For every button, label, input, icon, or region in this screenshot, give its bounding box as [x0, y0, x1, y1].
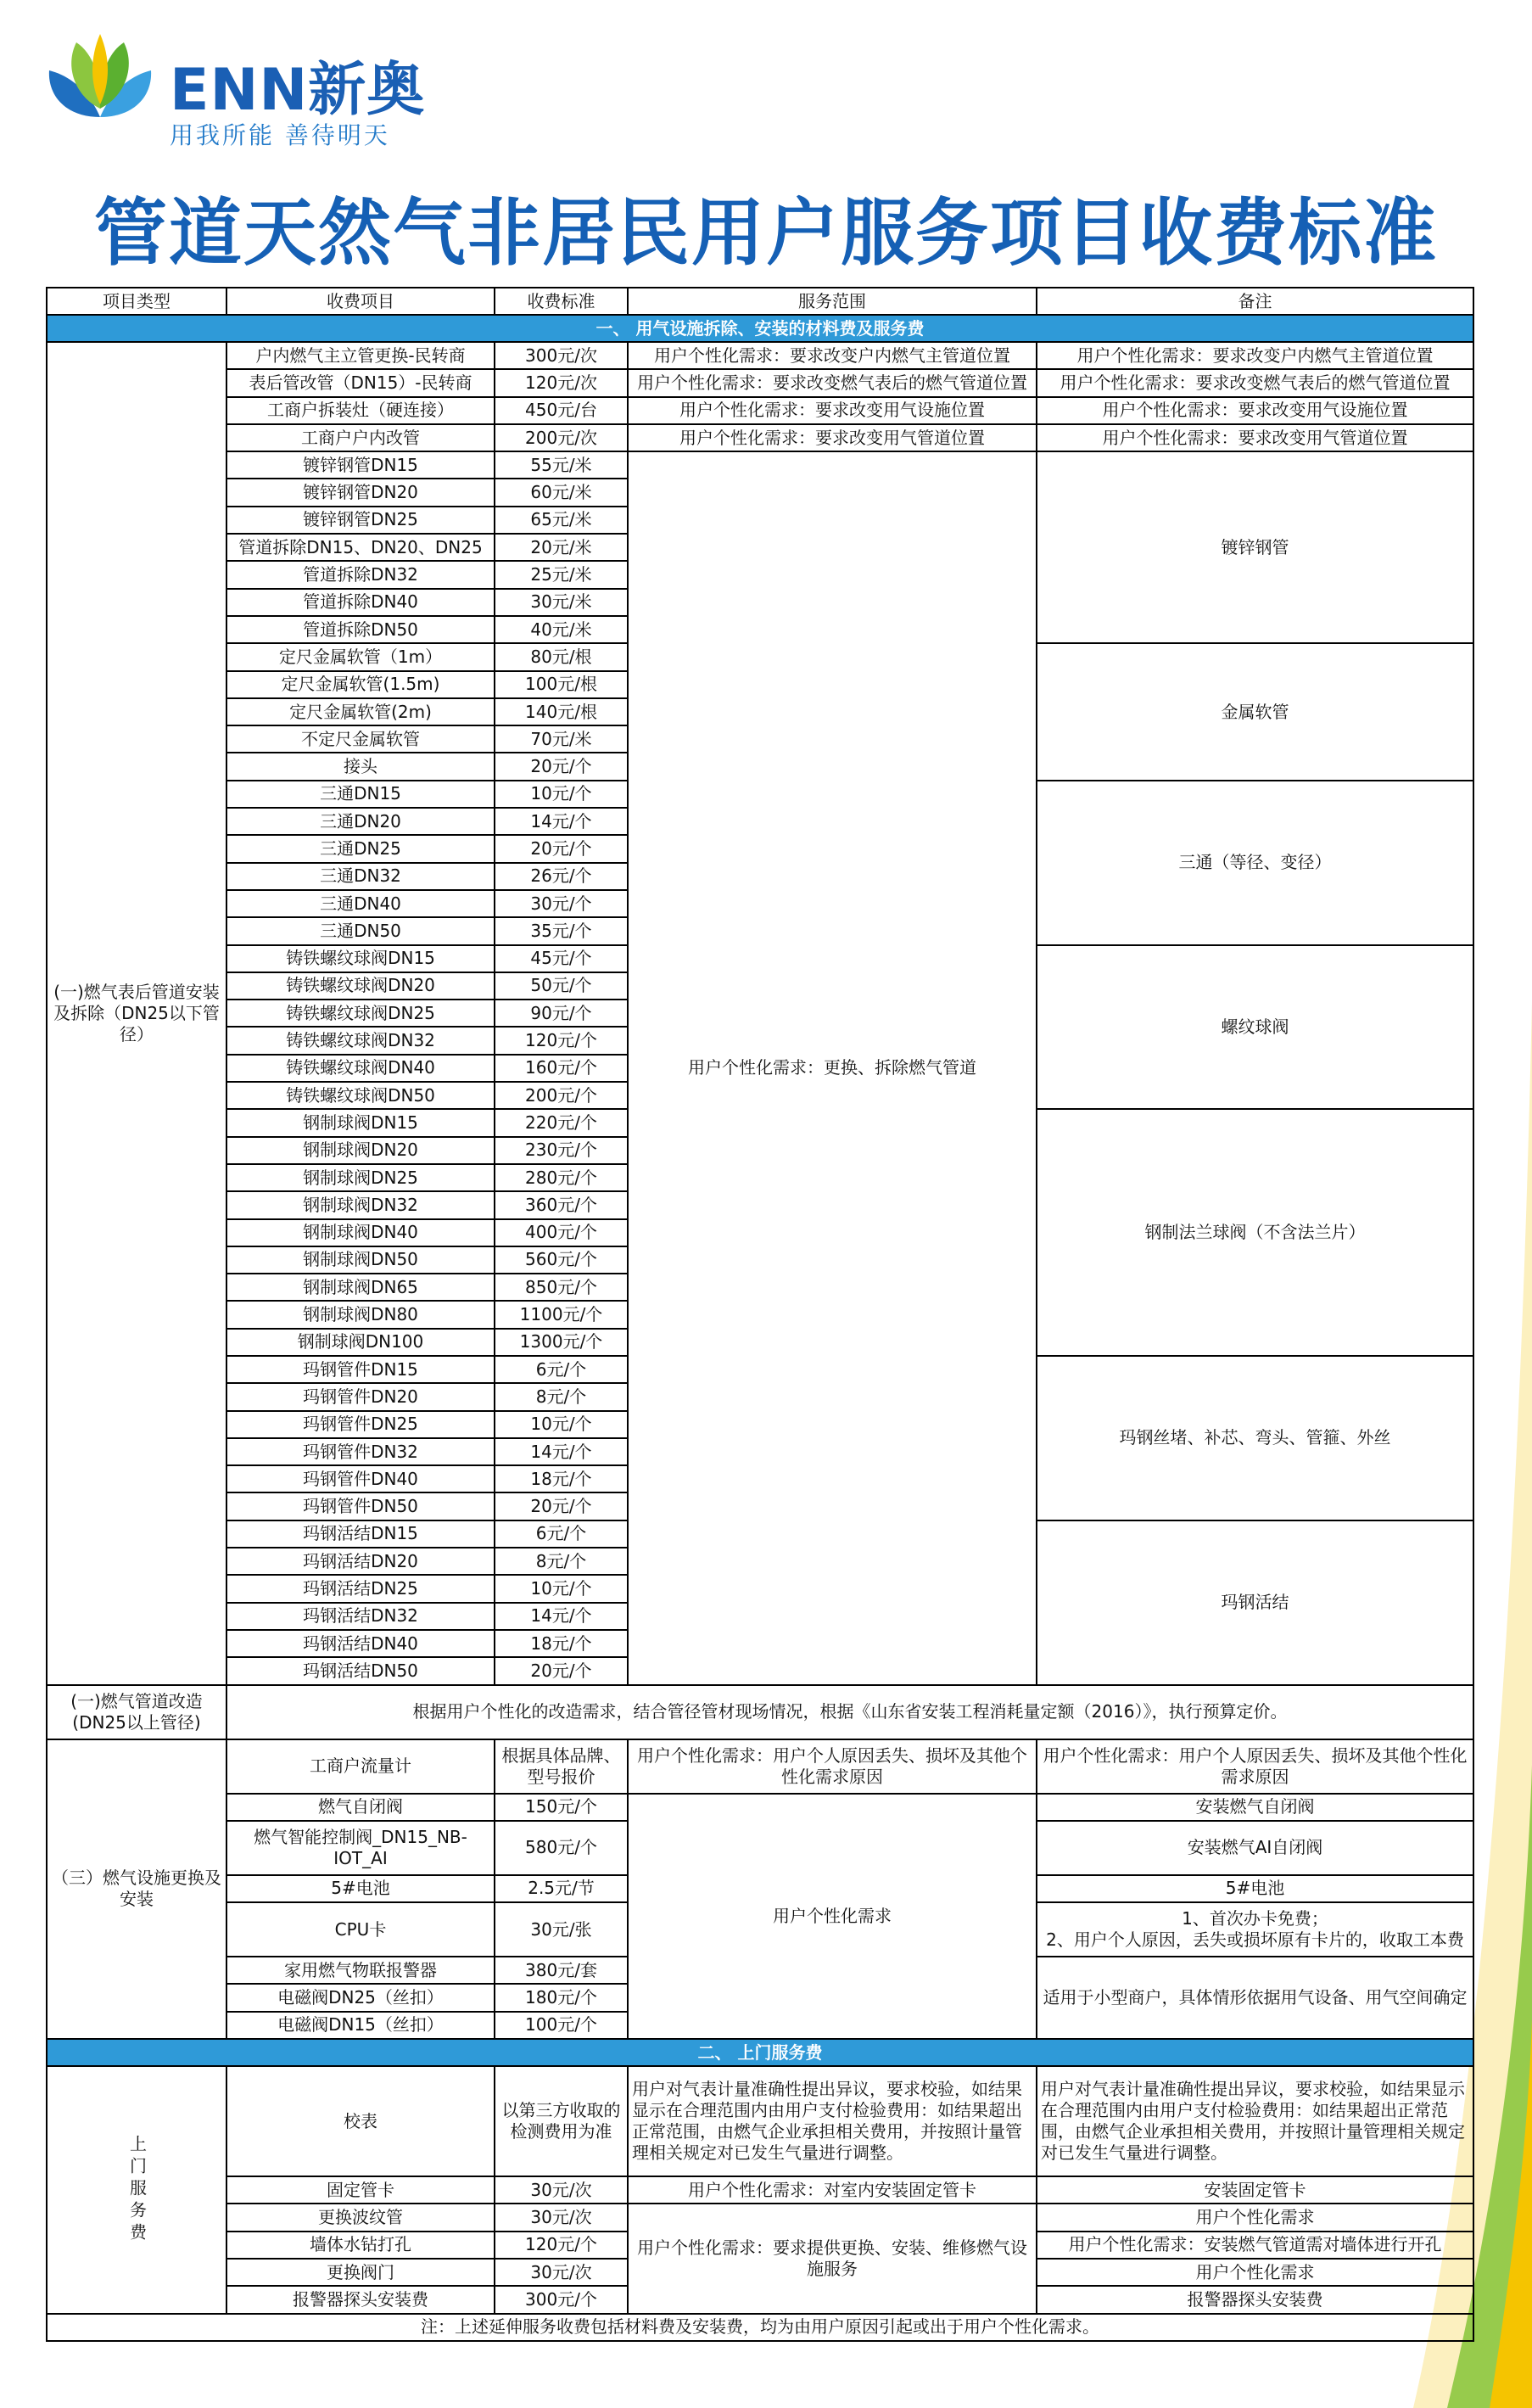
- fee-price-cell: 10元/个: [495, 1411, 628, 1438]
- fee-price-cell: 1100元/个: [495, 1301, 628, 1328]
- remark-cell: 螺纹球阀: [1037, 945, 1473, 1110]
- fee-price-cell: 30元/张: [495, 1902, 628, 1957]
- remark-cell: 镀锌钢管: [1037, 451, 1473, 643]
- fee-item-cell: 燃气自闭阀: [226, 1794, 495, 1821]
- fee-item-cell: 表后管改管（DN15）-民转商: [226, 369, 495, 396]
- brand-slogan: 用我所能 善待明天: [170, 121, 390, 149]
- fee-price-cell: 14元/个: [495, 1438, 628, 1465]
- section-title: 二、 上门服务费: [47, 2039, 1473, 2066]
- remark-cell: 报警器探头安装费: [1037, 2286, 1473, 2313]
- fee-price-cell: 200元/次: [495, 424, 628, 451]
- fee-price-cell: 26元/个: [495, 863, 628, 890]
- table-row: [47, 1685, 1473, 1739]
- fee-price-cell: 6元/个: [495, 1356, 628, 1383]
- fee-item-cell: 镀锌钢管DN20: [226, 479, 495, 506]
- fee-price-cell: 160元/个: [495, 1055, 628, 1082]
- fee-item-cell: 玛钢活结DN32: [226, 1603, 495, 1630]
- fee-item-cell: 固定管卡: [226, 2176, 495, 2204]
- table-row: [47, 369, 1473, 396]
- fee-item-cell: 更换阀门: [226, 2259, 495, 2286]
- fee-item-cell: 电磁阀DN15（丝扣）: [226, 2012, 495, 2039]
- page-title: 管道天然气非居民用户服务项目收费标准: [94, 191, 1438, 276]
- fee-price-cell: 1300元/个: [495, 1329, 628, 1356]
- remark-cell: 5#电池: [1037, 1875, 1473, 1902]
- fee-price-cell: 230元/个: [495, 1137, 628, 1164]
- fee-price-cell: 60元/米: [495, 479, 628, 506]
- service-scope-cell: 用户个性化需求：要求改变户内燃气主管道位置: [628, 342, 1037, 369]
- fee-item-cell: 钢制球阀DN100: [226, 1329, 495, 1356]
- fee-item-cell: 家用燃气物联报警器: [226, 1957, 495, 1984]
- fee-price-cell: 100元/根: [495, 671, 628, 698]
- fee-item-cell: 玛钢活结DN25: [226, 1575, 495, 1602]
- service-scope-cell: 用户对气表计量准确性提出异议，要求校验，如结果显示在合理范围内由用户支付检验费用：如结果超出正常范围，由燃气企业承担相关费用，并按照计量管理相关规定对已发生气量进行调整。: [628, 2066, 1037, 2176]
- table-row: [47, 2204, 1473, 2231]
- fee-price-cell: 30元/次: [495, 2259, 628, 2286]
- service-scope-cell: 用户个性化需求：更换、拆除燃气管道: [628, 451, 1037, 1684]
- fee-price-cell: 220元/个: [495, 1109, 628, 1136]
- table-row: [47, 2176, 1473, 2204]
- service-scope-cell: 用户个性化需求：要求改变用气设施位置: [628, 397, 1037, 424]
- fee-price-cell: 8元/个: [495, 1548, 628, 1575]
- fee-price-cell: 150元/个: [495, 1794, 628, 1821]
- fee-item-cell: 钢制球阀DN32: [226, 1191, 495, 1218]
- fee-price-cell: 18元/个: [495, 1465, 628, 1492]
- fee-price-cell: 25元/米: [495, 561, 628, 588]
- enn-logo-icon: [41, 24, 159, 126]
- fee-price-cell: 10元/个: [495, 781, 628, 808]
- fee-price-cell: 50元/个: [495, 972, 628, 1000]
- fee-price-cell: 55元/米: [495, 451, 628, 479]
- remark-cell: 三通（等径、变径）: [1037, 781, 1473, 945]
- fee-item-cell: 玛钢活结DN40: [226, 1630, 495, 1657]
- fee-item-cell: 工商户户内改管: [226, 424, 495, 451]
- fee-item-cell: 三通DN32: [226, 863, 495, 890]
- fee-item-cell: 三通DN25: [226, 835, 495, 862]
- remark-cell: 玛钢丝堵、补芯、弯头、管箍、外丝: [1037, 1356, 1473, 1520]
- column-header: 备注: [1037, 288, 1473, 315]
- remark-cell: 安装固定管卡: [1037, 2176, 1473, 2204]
- remark-cell: 安装燃气AI自闭阀: [1037, 1821, 1473, 1875]
- service-scope-cell: 用户个性化需求：要求改变用气管道位置: [628, 424, 1037, 451]
- fee-price-cell: 400元/个: [495, 1219, 628, 1246]
- fee-price-cell: 20元/个: [495, 1492, 628, 1520]
- fee-price-cell: 850元/个: [495, 1274, 628, 1301]
- remark-cell: 安装燃气自闭阀: [1037, 1794, 1473, 1821]
- fee-price-cell: 80元/根: [495, 643, 628, 670]
- remark-cell: 金属软管: [1037, 643, 1473, 780]
- fee-item-cell: CPU卡: [226, 1902, 495, 1957]
- fee-price-cell: 560元/个: [495, 1246, 628, 1274]
- column-header: 项目类型: [47, 288, 226, 315]
- table-row: [47, 424, 1473, 451]
- fee-price-cell: 120元/次: [495, 369, 628, 396]
- fee-price-cell: 45元/个: [495, 945, 628, 972]
- fee-item-cell: 铸铁螺纹球阀DN50: [226, 1082, 495, 1109]
- fee-item-cell: 玛钢管件DN40: [226, 1465, 495, 1492]
- remark-cell: 用户个性化需求：要求改变用气管道位置: [1037, 424, 1473, 451]
- fee-price-cell: 120元/个: [495, 2232, 628, 2259]
- remark-cell: 用户个性化需求: [1037, 2204, 1473, 2231]
- fee-item-cell: 钢制球阀DN80: [226, 1301, 495, 1328]
- fee-item-cell: 铸铁螺纹球阀DN40: [226, 1055, 495, 1082]
- table-row: [47, 397, 1473, 424]
- fee-price-cell: 580元/个: [495, 1821, 628, 1875]
- table-row: [47, 342, 1473, 369]
- fee-item-cell: 铸铁螺纹球阀DN25: [226, 1000, 495, 1027]
- service-scope-cell: 用户个性化需求：对室内安装固定管卡: [628, 2176, 1037, 2204]
- fee-item-cell: 管道拆除DN32: [226, 561, 495, 588]
- section-row: [47, 2039, 1473, 2066]
- fee-item-cell: 工商户拆装灶（硬连接）: [226, 397, 495, 424]
- fee-price-cell: 90元/个: [495, 1000, 628, 1027]
- fee-item-cell: 三通DN15: [226, 781, 495, 808]
- fee-price-cell: 20元/个: [495, 1657, 628, 1684]
- remark-cell: 适用于小型商户，具体情形依据用气设备、用气空间确定: [1037, 1957, 1473, 2039]
- fee-price-cell: 120元/个: [495, 1027, 628, 1054]
- fee-price-cell: 30元/次: [495, 2176, 628, 2204]
- remark-cell: 用户对气表计量准确性提出异议，要求校验，如结果显示在合理范围内由用户支付检验费用：如结果超出正常范围，由燃气企业承担相关费用，并按照计量管理相关规定对已发生气量进行调整。: [1037, 2066, 1473, 2176]
- section-title: 一、 用气设施拆除、安装的材料费及服务费: [47, 315, 1473, 342]
- remark-cell: 用户个性化需求：要求改变户内燃气主管道位置: [1037, 342, 1473, 369]
- fee-item-cell: 钢制球阀DN65: [226, 1274, 495, 1301]
- fee-item-cell: 钢制球阀DN15: [226, 1109, 495, 1136]
- fee-item-cell: 定尺金属软管（1m）: [226, 643, 495, 670]
- fee-price-cell: 70元/米: [495, 725, 628, 753]
- section-row: [47, 315, 1473, 342]
- fee-item-cell: 定尺金属软管(2m): [226, 698, 495, 725]
- fee-item-cell: 铸铁螺纹球阀DN20: [226, 972, 495, 1000]
- fee-item-cell: 报警器探头安装费: [226, 2286, 495, 2313]
- service-scope-cell: 用户个性化需求：要求改变燃气表后的燃气管道位置: [628, 369, 1037, 396]
- fee-price-cell: 6元/个: [495, 1520, 628, 1548]
- fee-price-cell: 14元/个: [495, 808, 628, 835]
- item-type-cell: 上门服务费: [47, 2066, 226, 2313]
- table-header-row: [47, 288, 1473, 315]
- fee-item-cell: 镀锌钢管DN15: [226, 451, 495, 479]
- remark-cell: 玛钢活结: [1037, 1520, 1473, 1685]
- fee-price-cell: 20元/米: [495, 534, 628, 561]
- fee-item-cell: 5#电池: [226, 1875, 495, 1902]
- fee-item-cell: 不定尺金属软管: [226, 725, 495, 753]
- remark-cell: 1、首次办卡免费； 2、用户个人原因，丢失或损坏原有卡片的，收取工本费: [1037, 1902, 1473, 1957]
- fee-item-cell: 三通DN40: [226, 890, 495, 917]
- fee-price-cell: 280元/个: [495, 1164, 628, 1191]
- fee-price-cell: 100元/个: [495, 2012, 628, 2039]
- service-scope-cell: 用户个性化需求: [628, 1794, 1037, 2039]
- fee-price-cell: 380元/套: [495, 1957, 628, 1984]
- fee-price-cell: 30元/次: [495, 2204, 628, 2231]
- fee-item-cell: 钢制球阀DN40: [226, 1219, 495, 1246]
- fee-item-cell: 玛钢活结DN20: [226, 1548, 495, 1575]
- fee-item-cell: 玛钢管件DN50: [226, 1492, 495, 1520]
- fee-item-cell: 铸铁螺纹球阀DN15: [226, 945, 495, 972]
- remark-cell: 钢制法兰球阀（不含法兰片）: [1037, 1109, 1473, 1356]
- table-row: [47, 1794, 1473, 1821]
- fee-price-cell: 300元/个: [495, 2286, 628, 2313]
- fee-price-cell: 65元/米: [495, 507, 628, 534]
- footnote: 注：上述延伸服务收费包括材料费及安装费，均为由用户原因引起或出于用户个性化需求。: [47, 2314, 1473, 2341]
- fee-item-cell: 管道拆除DN40: [226, 589, 495, 616]
- table-row: [47, 451, 1473, 479]
- column-header: 服务范围: [628, 288, 1037, 315]
- fee-item-cell: 定尺金属软管(1.5m): [226, 671, 495, 698]
- fee-price-cell: 300元/次: [495, 342, 628, 369]
- fee-item-cell: 钢制球阀DN20: [226, 1137, 495, 1164]
- fee-item-cell: 铸铁螺纹球阀DN32: [226, 1027, 495, 1054]
- fee-table: [46, 287, 1474, 2342]
- fee-item-cell: 玛钢管件DN15: [226, 1356, 495, 1383]
- fee-item-cell: 钢制球阀DN25: [226, 1164, 495, 1191]
- fee-price-cell: 根据具体品牌、型号报价: [495, 1739, 628, 1794]
- fee-price-cell: 360元/个: [495, 1191, 628, 1218]
- column-header: 收费项目: [226, 288, 495, 315]
- fee-price-cell: 450元/台: [495, 397, 628, 424]
- fee-item-cell: 玛钢管件DN25: [226, 1411, 495, 1438]
- item-type-cell: （三）燃气设施更换及安装: [47, 1739, 226, 2039]
- fee-price-cell: 以第三方收取的检测费用为准: [495, 2066, 628, 2176]
- fee-item-cell: 墙体水钻打孔: [226, 2232, 495, 2259]
- fee-item-cell: 玛钢活结DN50: [226, 1657, 495, 1684]
- fee-price-cell: 8元/个: [495, 1383, 628, 1410]
- remark-cell: 用户个性化需求：要求改变燃气表后的燃气管道位置: [1037, 369, 1473, 396]
- fee-item-cell: 三通DN20: [226, 808, 495, 835]
- fee-price-cell: 10元/个: [495, 1575, 628, 1602]
- fee-item-cell: 燃气智能控制阀_DN15_NB-IOT_AI: [226, 1821, 495, 1875]
- fee-item-cell: 电磁阀DN25（丝扣）: [226, 1984, 495, 2011]
- column-header: 收费标准: [495, 288, 628, 315]
- fee-item-cell: 更换波纹管: [226, 2204, 495, 2231]
- table-row: [47, 2066, 1473, 2176]
- fee-price-cell: 200元/个: [495, 1082, 628, 1109]
- fee-price-cell: 180元/个: [495, 1984, 628, 2011]
- fee-item-cell: 玛钢管件DN32: [226, 1438, 495, 1465]
- fee-item-cell: 管道拆除DN15、DN20、DN25: [226, 534, 495, 561]
- fee-item-cell: 管道拆除DN50: [226, 616, 495, 643]
- fee-item-cell: 户内燃气主立管更换-民转商: [226, 342, 495, 369]
- fee-item-cell: 校表: [226, 2066, 495, 2176]
- fee-price-cell: 30元/米: [495, 589, 628, 616]
- fee-item-cell: 镀锌钢管DN25: [226, 507, 495, 534]
- fee-item-cell: 玛钢活结DN15: [226, 1520, 495, 1548]
- fee-price-cell: 2.5元/节: [495, 1875, 628, 1902]
- fee-item-cell: 钢制球阀DN50: [226, 1246, 495, 1274]
- item-type-cell: (一)燃气管道改造(DN25以上管径): [47, 1685, 226, 1739]
- fee-item-cell: 接头: [226, 753, 495, 780]
- service-scope-cell: 用户个性化需求：要求提供更换、安装、维修燃气设施服务: [628, 2204, 1037, 2313]
- brand-name: ENN新奥: [170, 57, 426, 124]
- fee-price-cell: 30元/个: [495, 890, 628, 917]
- remark-cell: 用户个性化需求: [1037, 2259, 1473, 2286]
- remark-cell: 用户个性化需求：安装燃气管道需对墙体进行开孔: [1037, 2232, 1473, 2259]
- fee-item-cell: 玛钢管件DN20: [226, 1383, 495, 1410]
- remark-cell: 用户个性化需求：要求改变用气设施位置: [1037, 397, 1473, 424]
- fee-price-cell: 40元/米: [495, 616, 628, 643]
- fee-item-cell: 三通DN50: [226, 917, 495, 944]
- item-type-cell: (一)燃气表后管道安装及拆除（DN25以下管径）: [47, 342, 226, 1685]
- fee-item-cell: 工商户流量计: [226, 1739, 495, 1794]
- fee-price-cell: 140元/根: [495, 698, 628, 725]
- fee-price-cell: 20元/个: [495, 753, 628, 780]
- fee-price-cell: 20元/个: [495, 835, 628, 862]
- remark-cell: 用户个性化需求：用户个人原因丢失、损坏及其他个性化需求原因: [1037, 1739, 1473, 1794]
- fee-price-cell: 14元/个: [495, 1603, 628, 1630]
- fee-price-cell: 18元/个: [495, 1630, 628, 1657]
- service-scope-cell: 用户个性化需求：用户个人原因丢失、损坏及其他个性化需求原因: [628, 1739, 1037, 1794]
- pricing-rule-cell: 根据用户个性化的改造需求，结合管径管材现场情况，根据《山东省安装工程消耗量定额（2016）》，执行预算定价。: [226, 1685, 1473, 1739]
- footnote-row: [47, 2314, 1473, 2341]
- fee-price-cell: 35元/个: [495, 917, 628, 944]
- table-row: [47, 1739, 1473, 1794]
